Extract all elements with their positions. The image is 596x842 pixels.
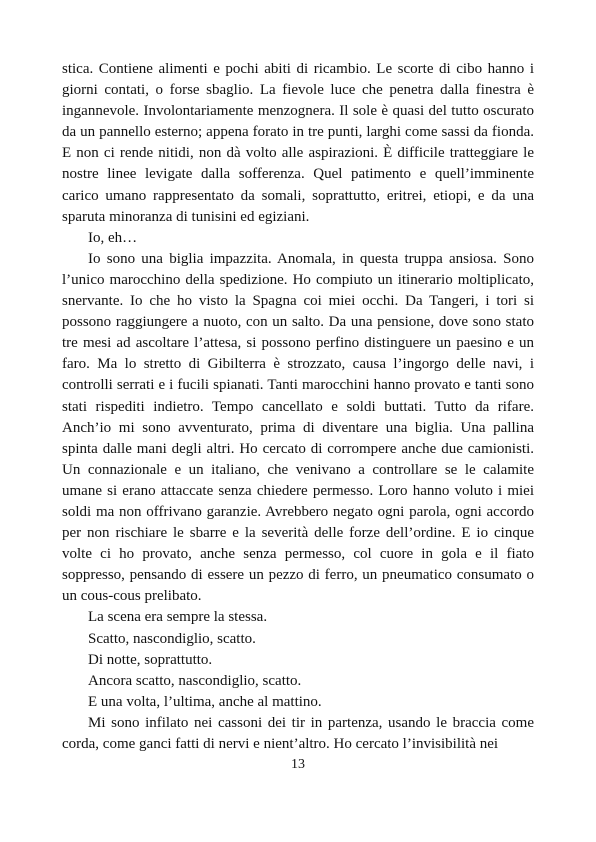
paragraph-2: Io, eh… [88,229,138,246]
paragraph-1: stica. Contiene alimenti e pochi abiti di ricambio. Le scorte di cibo hanno i giorni contati, o forse sbaglio. La fievole luce che penetra dalla finestra è ingannevole. Involontariamente menzognera. Il sole è quasi del tutto oscurato da un pannello esterno; appena forato in tre punti, larghi come sassi da fionda. E non ci rende nitidi, non dà volto alle aspirazioni. È difficile tratteggiare le nostre linee levigate dalla sofferenza. Quel patimento e quell’imminente carico umano rappresentato da somali, soprattutto, eritrei, etiopi, e da una sparuta minoranza di tunisini ed egiziani. [62,61,534,225]
paragraph-8: E una volta, l’ultima, anche al mattino. [88,693,322,710]
page-body [62,59,534,755]
paragraph-5: Scatto, nascondiglio, scatto. [88,630,256,647]
paragraph-4: La scena era sempre la stessa. [88,609,268,626]
paragraph-9: Mi sono infilato nei cassoni dei tir in partenza, usando le braccia come corda, come ganci fatti di nervi e nient’altro. Ho cercato l’invisibilità nei [62,714,534,752]
paragraph-7: Ancora scatto, nascondiglio, scatto. [88,672,302,689]
paragraph-3: Io sono una biglia impazzita. Anomala, in questa truppa ansiosa. Sono l’unico marocchino della spedizione. Ho compiuto un itinerario moltiplicato, snervante. Io che ho visto la Spagna coi miei occhi. Da Tangeri, i tori si possono raggiungere a nuoto, con un salto. Da una pensione, dove sono stato tre mesi ad ascoltare l’attesa, si possono perfino distinguere un paesino e un faro. Ma lo stretto di Gibilterra è strozzato, causa l’ingorgo delle navi, i controlli serrati e i fucili spianati. Tanti marocchini hanno provato e tanti sono stati rispediti indietro. Tempo cancellato e soldi buttati. Tutto da rifare. Anch’io mi sono avventurato, prima di diventare una biglia. Una pallina spinta dalle mani degli altri. Ho cercato di corrompere anche due camionisti. Un connazionale e un italiano, che venivano a controllare se le calamite umane si erano attaccate senza chiedere permesso. Loro hanno voluto i miei soldi ma non offrivano garanzie. Avrebbero negato ogni parola, ogni accordo per non rischiare le sbarre e la severità delle forze dell’ordine. E io cinque volte ci ho provato, anche senza permesso, col cuore in gola e il fiato soppresso, pensando di essere un pezzo di ferro, un pneumatico consumato o un cous-cous prelibato. [62,250,534,605]
paragraph-6: Di notte, soprattutto. [88,651,213,668]
page-number: 13 [291,757,305,772]
